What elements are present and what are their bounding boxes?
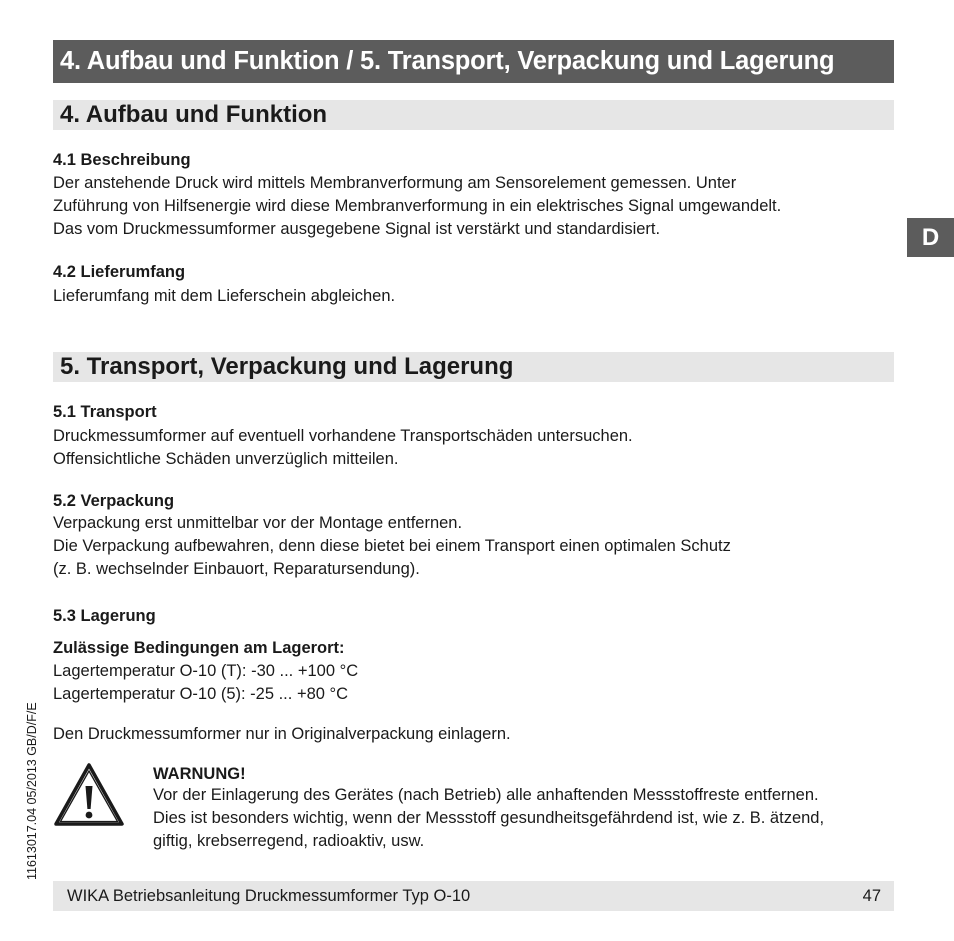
storage-condition: Lagertemperatur O-10 (5): -25 ... +80 °C — [53, 685, 349, 703]
section-5-1-body — [53, 425, 633, 471]
section-4-1-heading: 4.1 Beschreibung — [53, 151, 191, 169]
section-4-1-body — [53, 172, 781, 241]
warning-title: WARNUNG! — [153, 765, 246, 783]
section-4-2-heading: 4.2 Lieferumfang — [53, 263, 186, 281]
storage-note — [53, 723, 511, 746]
paragraph-line: Offensichtliche Schäden unverzüglich mitteilen. — [53, 450, 399, 468]
paragraph-line: Zuführung von Hilfsenergie wird diese Membranverformung in ein elektrisches Signal umgewandelt. — [53, 197, 782, 215]
storage-condition: Lagertemperatur O-10 (T): -30 ... +100 °C — [53, 662, 359, 680]
warning-body — [153, 784, 824, 853]
storage-conditions-list — [53, 660, 358, 706]
warning-triangle-icon — [53, 762, 125, 828]
paragraph-line: Das vom Druckmessumformer ausgegebene Signal ist verstärkt und standardisiert. — [53, 220, 661, 238]
document-code — [22, 680, 42, 880]
language-tab: D — [907, 218, 954, 257]
section-5-title: 5. Transport, Verpackung und Lagerung — [53, 352, 894, 382]
section-4-title: 4. Aufbau und Funktion — [53, 100, 894, 130]
paragraph-line: (z. B. wechselnder Einbauort, Reparatursendung). — [53, 560, 420, 578]
footer-title: WIKA Betriebsanleitung Druckmessumformer Typ O-10 — [67, 887, 471, 905]
section-5-3-heading: 5.3 Lagerung — [53, 607, 156, 625]
warning-line: giftig, krebserregend, radioaktiv, usw. — [153, 832, 425, 850]
storage-conditions-heading: Zulässige Bedingungen am Lagerort: — [53, 639, 345, 657]
paragraph-line: Verpackung erst unmittelbar vor der Montage entfernen. — [53, 514, 463, 532]
section-4-2-body — [53, 285, 395, 308]
section-5-2-body — [53, 512, 731, 581]
section-5-2-heading: 5.2 Verpackung — [53, 492, 175, 510]
paragraph-line: Den Druckmessumformer nur in Originalverpackung einlagern. — [53, 725, 511, 743]
document-code-text: 11613017.04 05/2013 GB/D/F/E — [25, 702, 39, 880]
page-number: 47 — [862, 887, 881, 905]
paragraph-line: Lieferumfang mit dem Lieferschein abgleichen. — [53, 287, 396, 305]
paragraph-line: Die Verpackung aufbewahren, denn diese bietet bei einem Transport einen optimalen Schutz — [53, 537, 731, 555]
warning-line: Vor der Einlagerung des Gerätes (nach Betrieb) alle anhaftenden Messstoffreste entfernen. — [153, 786, 819, 804]
page-footer — [53, 881, 894, 911]
chapter-banner: 4. Aufbau und Funktion / 5. Transport, Verpackung und Lagerung — [53, 40, 894, 83]
section-5-1-heading: 5.1 Transport — [53, 403, 157, 421]
warning-line: Dies ist besonders wichtig, wenn der Messstoff gesundheitsgefährdend ist, wie z. B. ätzend, — [153, 809, 825, 827]
paragraph-line: Druckmessumformer auf eventuell vorhandene Transportschäden untersuchen. — [53, 427, 633, 445]
paragraph-line: Der anstehende Druck wird mittels Membranverformung am Sensorelement gemessen. Unter — [53, 174, 737, 192]
